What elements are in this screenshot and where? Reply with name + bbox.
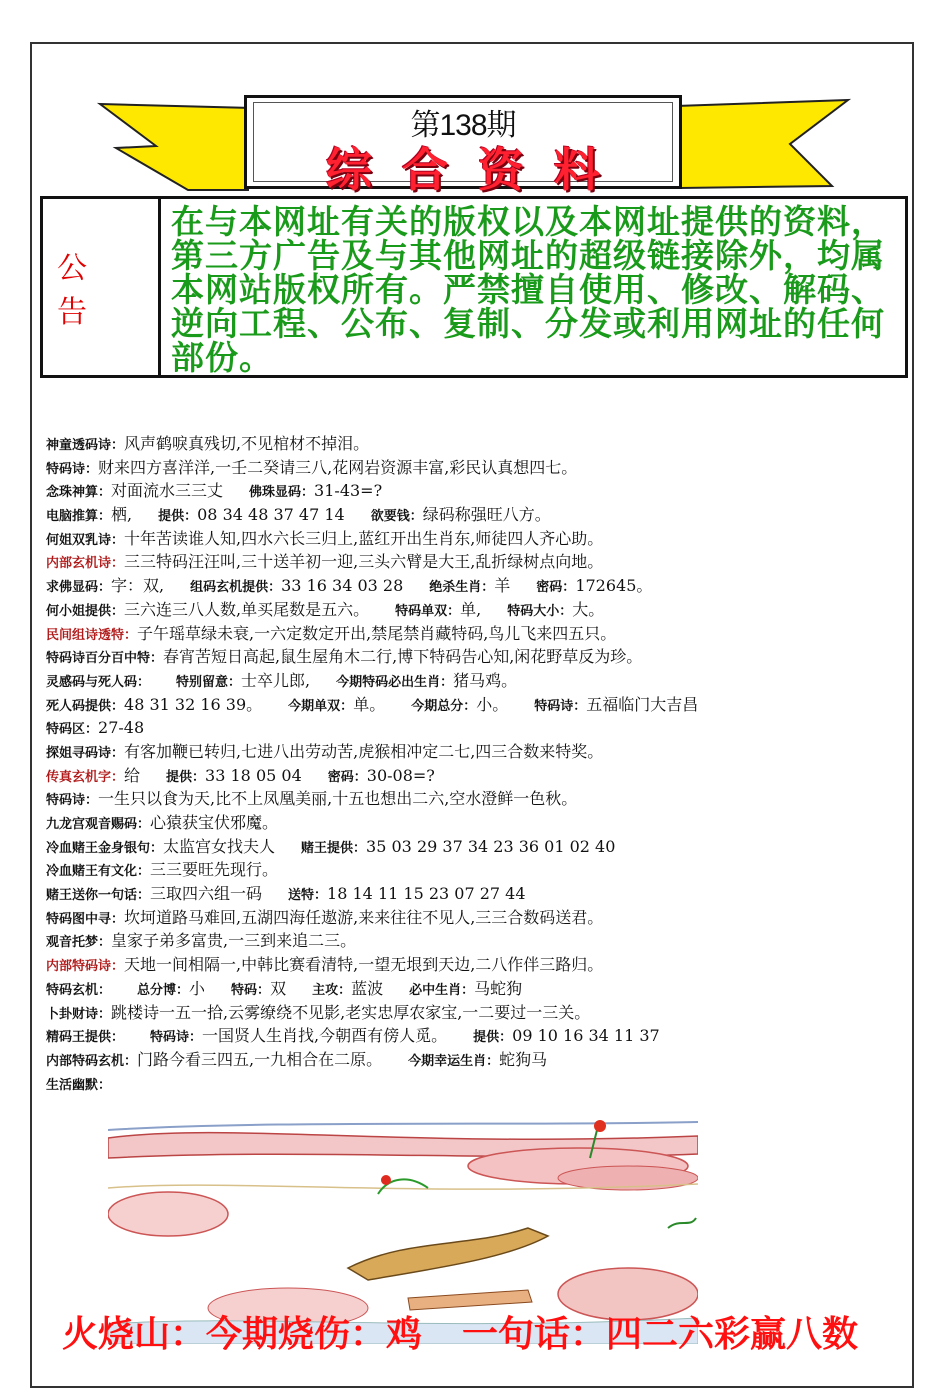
tip-text: 蓝波	[351, 978, 384, 998]
tip-label: 特码：	[231, 982, 271, 998]
notice-text: 在与本网址有关的版权以及本网址提供的资料，第三方广告及与其他网址的超级链接除外，均属本网站版权所有。严禁擅自使用、修改、解码、逆向工程、公布、复制、分发或利用网址的任何部份。	[171, 202, 885, 377]
tip-label: 冷血赌王金身银句：	[46, 840, 164, 856]
tip-text: 天地一间相隔一,中韩比赛看清特,一望无垠到天边,二八作伴三路归。	[124, 955, 604, 975]
tip-label: 内部玄机诗：	[46, 556, 125, 572]
tip-line	[46, 906, 906, 930]
tip-label: 民间组诗透特：	[46, 627, 138, 643]
tip-label: 绝杀生肖：	[429, 580, 495, 596]
tip-text: 三六连三八人数,单买尾数是五六。	[124, 599, 370, 619]
tip-line	[46, 835, 906, 859]
tip-label: 密码：	[536, 580, 576, 596]
tip-text: 绿码称强旺八方。	[422, 505, 551, 525]
tip-label: 何姐双乳诗：	[46, 532, 125, 548]
tip-line	[46, 645, 906, 669]
tip-text: 三三要旺先现行。	[150, 860, 279, 880]
tip-line	[46, 598, 906, 622]
tip-label: 今期幸运生肖：	[408, 1053, 500, 1069]
tip-line	[46, 1048, 906, 1072]
tip-label: 特码诗：	[46, 461, 99, 477]
tip-text: 太监宫女找夫人	[163, 836, 276, 856]
tip-text: 09 10 16 34 11 37	[512, 1026, 660, 1046]
tip-line	[46, 977, 906, 1001]
tip-label: 今期总分：	[411, 698, 477, 714]
tip-text: 士卒儿郎,	[241, 670, 311, 690]
tip-label: 组码玄机提供：	[190, 580, 282, 596]
tip-label: 主攻：	[312, 982, 352, 998]
tip-line	[46, 929, 906, 953]
tip-text: 一国贤人生肖找,今朝酉有傍人觅。	[202, 1026, 448, 1046]
right-ribbon	[672, 96, 852, 196]
tip-text: 三取四六组一码	[150, 884, 263, 904]
tip-line	[46, 740, 906, 764]
tip-label: 特别留意：	[176, 674, 242, 690]
tip-label: 赌王送你一句话：	[46, 888, 151, 904]
tip-label: 神童透码诗：	[46, 438, 125, 453]
tip-line	[46, 716, 906, 740]
tip-text: 27-48	[98, 718, 145, 738]
tip-label: 灵感码与死人码：	[46, 674, 151, 690]
tip-text: 坎坷道路马难回,五湖四海任遨游,来来往往不见人,三三合数码送君。	[124, 907, 604, 927]
tip-line	[46, 1024, 906, 1048]
tip-label: 卜卦财诗：	[46, 1006, 112, 1022]
tip-label: 冷血赌王有文化：	[46, 864, 151, 880]
tip-text: 心猿获宝伏邪魔。	[150, 813, 279, 832]
tips-list	[46, 432, 906, 1095]
tip-text: 财来四方喜洋洋,一壬二癸请三八,花网岩资源丰富,彩民认真想四七。	[98, 457, 578, 477]
footer-left: 火烧山：今期烧伤：鸡	[62, 1313, 423, 1355]
notice-label: 公告	[43, 199, 161, 375]
tip-text: 三三特码汪汪叫,三十送羊初一迎,三头六臂是大王,乱折绿树点向地。	[124, 552, 604, 572]
tip-text: 大。	[572, 599, 605, 619]
tip-line	[46, 882, 906, 906]
tip-label: 提供：	[473, 1030, 513, 1046]
tip-text: 五福临门大吉昌	[586, 694, 699, 714]
tip-text: 蛇狗马	[499, 1049, 548, 1069]
tip-line	[46, 693, 906, 717]
tip-label: 内部特码玄机：	[46, 1053, 138, 1069]
tip-label: 欲要钱：	[370, 509, 423, 525]
tip-line	[46, 764, 906, 788]
tip-text: 字：双,	[111, 576, 165, 596]
tip-label: 特码区：	[46, 722, 99, 738]
tip-text: 风声鹤唳真残切,不见棺材不掉泪。	[124, 434, 370, 453]
tip-line	[46, 669, 906, 693]
tip-text: 小	[189, 978, 206, 998]
tip-line	[46, 1001, 906, 1025]
tip-label: 电脑推算：	[46, 509, 112, 525]
tip-label: 特码大小：	[507, 603, 573, 619]
tip-label: 总分博：	[137, 982, 190, 998]
tip-label: 特码玄机：	[46, 982, 112, 998]
tip-text: 35 03 29 37 34 23 36 01 02 40	[366, 836, 616, 856]
tip-line	[46, 787, 906, 811]
tip-label: 死人码提供：	[46, 698, 125, 714]
tip-label: 赌王提供：	[301, 840, 367, 856]
tip-text: 对面流水三三丈	[111, 481, 224, 501]
tip-label: 特码诗：	[150, 1030, 203, 1046]
tip-label: 送特：	[288, 888, 328, 904]
tip-text: 皇家子弟多富贵,一三到来追二三。	[111, 931, 357, 951]
tip-text: 双	[270, 978, 287, 998]
tip-text: 48 31 32 16 39。	[124, 694, 263, 714]
tip-line	[46, 527, 906, 551]
tip-label: 九龙宫观音赐码：	[46, 817, 151, 832]
tip-label: 特码图中寻：	[46, 911, 125, 927]
tip-text: 栖,	[111, 505, 133, 525]
tip-label: 特码诗：	[46, 793, 99, 809]
tip-label: 求佛显码：	[46, 580, 112, 596]
tip-line	[46, 858, 906, 882]
tip-label: 精码王提供：	[46, 1030, 125, 1046]
tip-text: 马蛇狗	[474, 978, 523, 998]
tip-text: 一生只以食为天,比不上凤凰美丽,十五也想出二六,空水澄鲜一色秋。	[98, 789, 578, 809]
tip-text: 春宵苦短日高起,鼠生屋角木二行,博下特码告心知,闲花野草反为珍。	[163, 647, 643, 667]
tip-label: 佛珠显码：	[249, 485, 315, 501]
tip-text: 33 16 34 03 28	[281, 576, 404, 596]
tip-text: 单,	[460, 599, 482, 619]
tip-text: 羊	[494, 576, 511, 596]
tip-line	[46, 550, 906, 574]
tip-line	[46, 811, 906, 835]
tip-text: 跳楼诗一五一拾,云雾缭绕不见影,老实忠厚农家宝,一二要过一三关。	[111, 1002, 591, 1022]
tip-line	[46, 503, 906, 527]
tip-text: 172645。	[575, 576, 653, 596]
tip-label: 生活幽默：	[46, 1077, 112, 1093]
tip-label: 提供：	[158, 509, 198, 525]
tip-text: 18 14 11 15 23 07 27 44	[327, 884, 526, 904]
tip-line	[46, 574, 906, 598]
tip-line	[46, 432, 906, 456]
tip-label: 提供：	[166, 769, 206, 785]
tip-label: 今期单双：	[288, 698, 354, 714]
notice-box	[40, 196, 908, 378]
tip-label: 观音托梦：	[46, 935, 112, 951]
tip-label: 何小姐提供：	[46, 603, 125, 619]
tip-line	[46, 622, 906, 646]
tip-label: 念珠神算：	[46, 485, 112, 501]
issue-number: 第138期	[410, 109, 516, 142]
tip-text: 单。	[353, 694, 386, 714]
tip-text: 给	[124, 765, 141, 785]
tip-line	[46, 479, 906, 503]
tip-label: 传真玄机字：	[46, 769, 125, 785]
tip-label: 必中生肖：	[409, 982, 475, 998]
tip-label: 特码单双：	[395, 603, 461, 619]
tip-text: 有客加鞭已转归,七进八出劳动苦,虎猴相冲定二七,四三合数来特奖。	[124, 741, 604, 761]
tip-text: 08 34 48 37 47 14	[197, 505, 345, 525]
tip-text: 子午瑶草绿未衰,一六定数定开出,禁尾禁肖藏特码,鸟儿飞来四五只。	[137, 623, 617, 643]
footer-right: 一句话：四二六彩赢八数	[462, 1313, 859, 1355]
tip-text: 小。	[476, 694, 509, 714]
tip-text: 十年苦读谁人知,四水六长三归上,蓝红开出生肖东,师徒四人齐心助。	[124, 528, 604, 548]
tip-line	[46, 456, 906, 480]
page-title: 综合资料	[326, 143, 630, 197]
tip-label: 今期特码必出生肖：	[336, 674, 454, 690]
title-box	[244, 95, 682, 197]
tip-label: 密码：	[327, 769, 367, 785]
tip-text: 门路今看三四五,一九相合在二原。	[137, 1049, 383, 1069]
tip-line	[46, 1072, 906, 1096]
tip-label: 探姐寻码诗：	[46, 745, 125, 761]
footer-line	[62, 1306, 882, 1357]
tip-label: 特码诗百分百中特：	[46, 651, 164, 667]
tip-label: 内部特码诗：	[46, 959, 125, 975]
tip-label: 特码诗：	[534, 698, 587, 714]
tip-text: 33 18 05 04	[205, 765, 302, 785]
tip-text: 猪马鸡。	[453, 670, 518, 690]
tip-line	[46, 953, 906, 977]
tip-text: 31-43=?	[314, 481, 383, 501]
left-ribbon	[96, 100, 256, 195]
tip-text: 30-08=?	[366, 765, 435, 785]
